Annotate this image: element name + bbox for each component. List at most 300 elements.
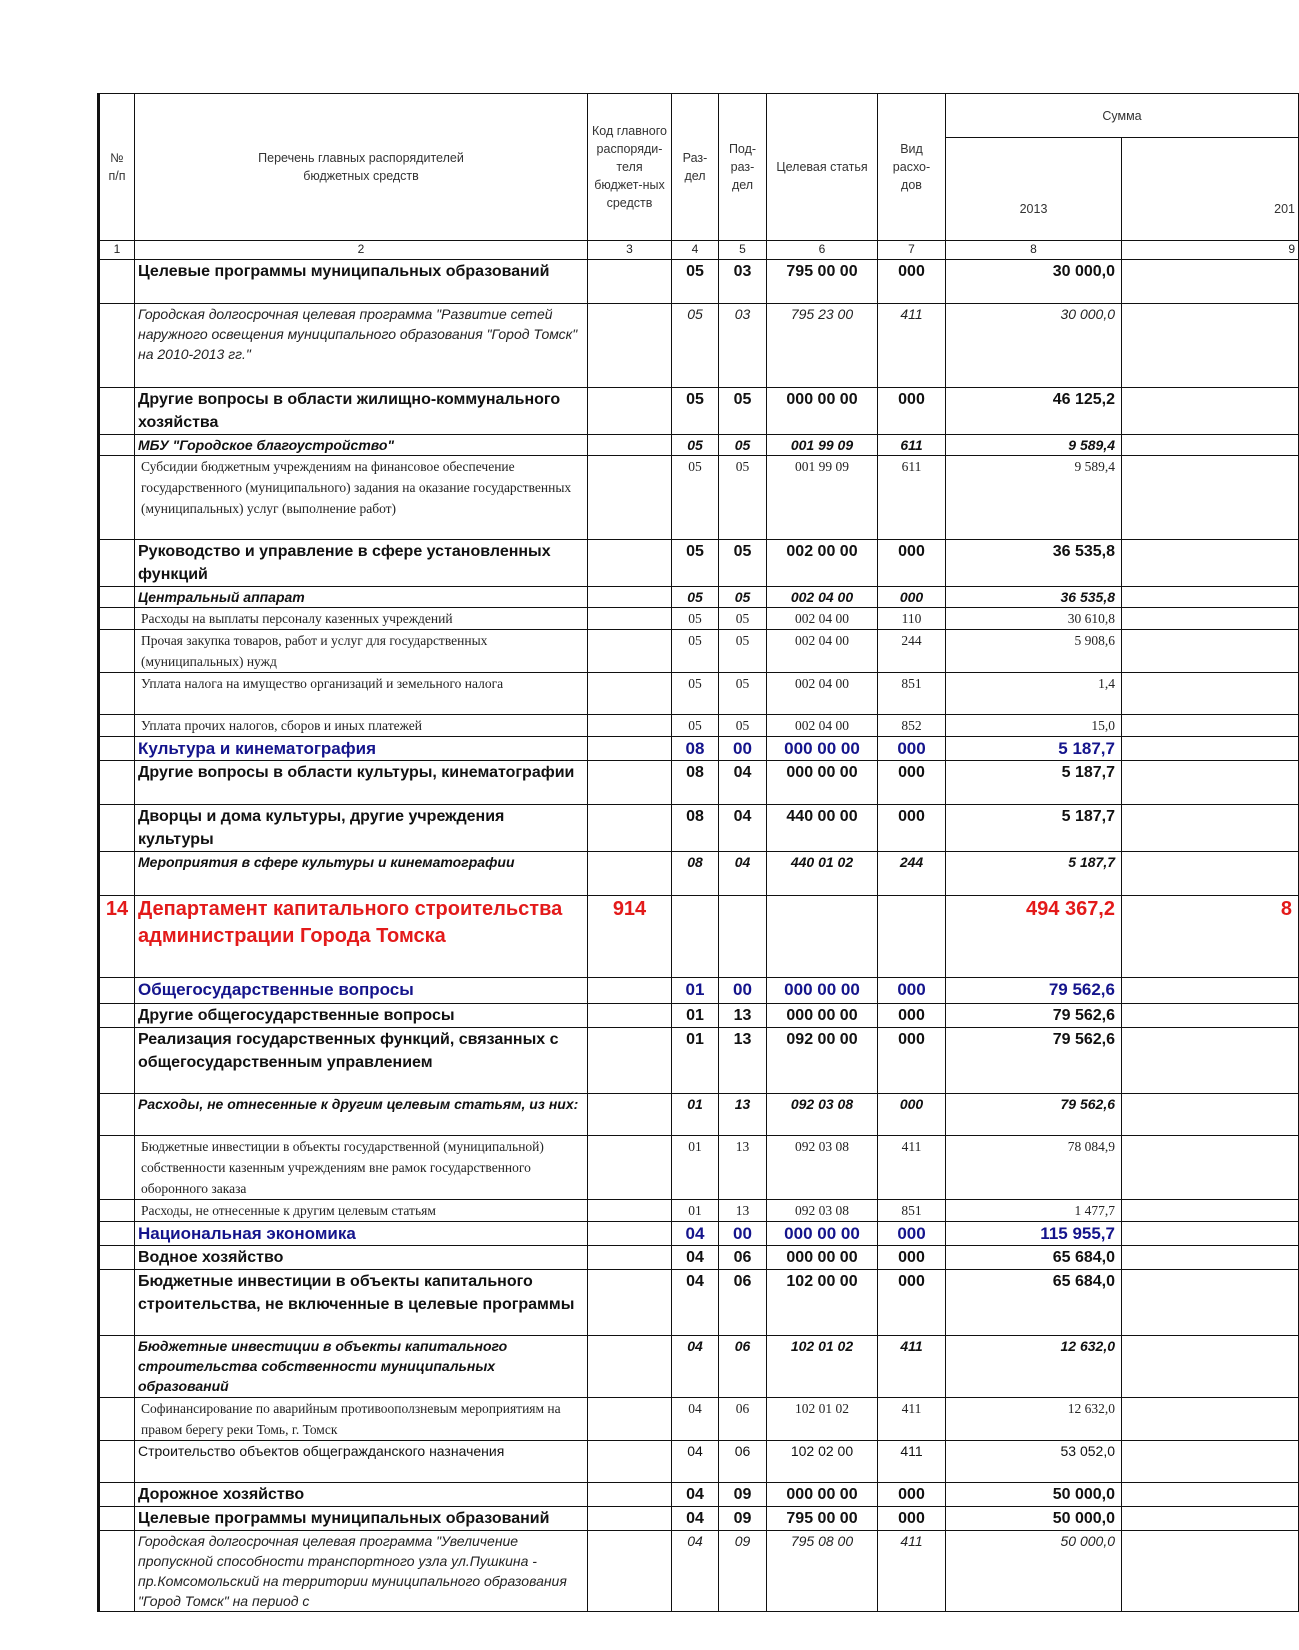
row-expense-type [878,896,946,978]
row-sum-2013: 12 632,0 [946,1336,1122,1398]
row-num [99,1336,135,1398]
row-expense-type: 611 [878,435,946,456]
row-sum-2013: 5 187,7 [946,805,1122,852]
row-num [99,978,135,1004]
col-number: 4 [672,241,719,260]
row-expense-type: 000 [878,737,946,761]
row-expense-type: 244 [878,852,946,896]
row-target: 092 03 08 [767,1136,878,1200]
row-subsection: 05 [719,608,767,630]
row-num [99,456,135,540]
table-row [99,1507,1299,1531]
row-name: Центральный аппарат [135,587,588,608]
row-code [588,1004,672,1028]
row-target: 795 23 00 [767,304,878,388]
row-num [99,435,135,456]
row-target: 102 01 02 [767,1336,878,1398]
row-expense-type: 110 [878,608,946,630]
row-target: 000 00 00 [767,761,878,805]
row-section: 01 [672,1200,719,1222]
row-sum-2014 [1122,1483,1299,1507]
table-row [99,737,1299,761]
row-sum-2014 [1122,1028,1299,1094]
row-name: Расходы, не отнесенные к другим целевым статьям [135,1200,588,1222]
row-name: Общегосударственные вопросы [135,978,588,1004]
row-section: 08 [672,852,719,896]
row-section: 05 [672,673,719,715]
row-sum-2013: 79 562,6 [946,1028,1122,1094]
row-target: 440 01 02 [767,852,878,896]
row-num [99,1531,135,1612]
row-target: 795 00 00 [767,260,878,304]
row-sum-2014 [1122,1246,1299,1270]
table-row [99,608,1299,630]
row-sum-2014 [1122,540,1299,587]
row-sum-2013: 1 477,7 [946,1200,1122,1222]
row-section: 05 [672,608,719,630]
row-sum-2013: 15,0 [946,715,1122,737]
row-code [588,540,672,587]
row-expense-type: 000 [878,1483,946,1507]
col-number: 3 [588,241,672,260]
row-sum-2014 [1122,304,1299,388]
row-name: Целевые программы муниципальных образований [135,260,588,304]
row-sum-2014 [1122,805,1299,852]
row-subsection: 05 [719,435,767,456]
table-row [99,1531,1299,1612]
table-row [99,540,1299,587]
row-sum-2014 [1122,1094,1299,1136]
table-row [99,1094,1299,1136]
table-row [99,673,1299,715]
row-subsection: 05 [719,630,767,673]
row-sum-2014 [1122,1531,1299,1612]
header-year-2014: 201 [1122,138,1299,241]
row-section: 01 [672,1028,719,1094]
row-section: 08 [672,761,719,805]
row-num [99,630,135,673]
row-subsection: 09 [719,1483,767,1507]
row-code [588,304,672,388]
row-name: Другие общегосударственные вопросы [135,1004,588,1028]
row-section: 05 [672,587,719,608]
row-expense-type: 000 [878,1270,946,1336]
row-name: Расходы на выплаты персоналу казенных учреждений [135,608,588,630]
row-section: 04 [672,1336,719,1398]
row-expense-type: 000 [878,260,946,304]
table-row [99,1483,1299,1507]
row-expense-type: 000 [878,1222,946,1246]
row-sum-2013: 5 187,7 [946,852,1122,896]
row-target: 001 99 09 [767,456,878,540]
row-section: 01 [672,1094,719,1136]
row-expense-type: 000 [878,1094,946,1136]
row-sum-2014 [1122,1336,1299,1398]
row-subsection: 05 [719,388,767,435]
row-code [588,1094,672,1136]
row-num [99,587,135,608]
row-name: Уплата налога на имущество организаций и земельного налога [135,673,588,715]
row-sum-2014 [1122,1222,1299,1246]
row-sum-2013: 30 000,0 [946,304,1122,388]
row-name: Субсидии бюджетным учреждениям на финансовое обеспечение государственного (муниципального) задания на оказание государственных (муниципальных) услуг (выполнение работ) [135,456,588,540]
row-subsection [719,896,767,978]
row-sum-2013: 79 562,6 [946,978,1122,1004]
row-sum-2014 [1122,1441,1299,1483]
row-target: 002 04 00 [767,608,878,630]
row-sum-2014 [1122,1507,1299,1531]
row-section: 05 [672,456,719,540]
row-name: Департамент капитального строительства администрации Города Томска [135,896,588,978]
row-sum-2014 [1122,388,1299,435]
row-code [588,852,672,896]
row-target: 092 03 08 [767,1094,878,1136]
row-num [99,1004,135,1028]
row-subsection: 05 [719,540,767,587]
row-code [588,1336,672,1398]
row-expense-type: 000 [878,587,946,608]
table-row [99,304,1299,388]
table-row [99,978,1299,1004]
row-subsection: 09 [719,1507,767,1531]
col-number: 2 [135,241,588,260]
row-subsection: 05 [719,673,767,715]
row-expense-type: 411 [878,1336,946,1398]
row-sum-2013: 50 000,0 [946,1507,1122,1531]
row-num [99,805,135,852]
col-number: 5 [719,241,767,260]
row-code [588,1222,672,1246]
row-name: Другие вопросы в области культуры, кинематографии [135,761,588,805]
row-code [588,608,672,630]
col-number: 1 [99,241,135,260]
header-expense-type: Вид расхо-дов [878,94,946,241]
header-subsection: Под-раз-дел [719,94,767,241]
row-section: 05 [672,388,719,435]
row-sum-2013: 115 955,7 [946,1222,1122,1246]
table-row [99,1028,1299,1094]
row-num [99,1483,135,1507]
row-target: 001 99 09 [767,435,878,456]
row-target: 440 00 00 [767,805,878,852]
table-row [99,630,1299,673]
row-target: 102 01 02 [767,1398,878,1441]
row-target: 000 00 00 [767,1222,878,1246]
row-target: 002 00 00 [767,540,878,587]
col-number: 8 [946,241,1122,260]
row-expense-type: 411 [878,1441,946,1483]
row-name: Руководство и управление в сфере установленных функций [135,540,588,587]
row-name: Строительство объектов общегражданского назначения [135,1441,588,1483]
row-code [588,1028,672,1094]
table-row [99,388,1299,435]
row-sum-2014 [1122,737,1299,761]
row-sum-2014 [1122,260,1299,304]
row-subsection: 13 [719,1200,767,1222]
row-num [99,1507,135,1531]
row-expense-type: 244 [878,630,946,673]
column-numbers-row [99,241,1299,260]
row-target: 795 08 00 [767,1531,878,1612]
table-row [99,715,1299,737]
row-expense-type: 852 [878,715,946,737]
row-target: 000 00 00 [767,1246,878,1270]
row-section: 08 [672,805,719,852]
row-sum-2013: 36 535,8 [946,587,1122,608]
row-subsection: 00 [719,978,767,1004]
row-subsection: 13 [719,1004,767,1028]
row-target: 000 00 00 [767,978,878,1004]
row-code [588,1200,672,1222]
row-num [99,715,135,737]
header-num: № п/п [99,94,135,241]
row-sum-2013: 9 589,4 [946,435,1122,456]
row-subsection: 13 [719,1136,767,1200]
row-name: Целевые программы муниципальных образований [135,1507,588,1531]
row-num [99,852,135,896]
row-expense-type: 000 [878,540,946,587]
row-target: 002 04 00 [767,630,878,673]
row-name: Реализация государственных функций, связанных с общегосударственным управлением [135,1028,588,1094]
header-sum: Сумма [946,94,1299,138]
row-num [99,1200,135,1222]
row-num [99,260,135,304]
row-code [588,1398,672,1441]
row-subsection: 05 [719,587,767,608]
row-name: Прочая закупка товаров, работ и услуг для государственных (муниципальных) нужд [135,630,588,673]
row-sum-2014 [1122,673,1299,715]
row-target: 102 00 00 [767,1270,878,1336]
row-sum-2013: 36 535,8 [946,540,1122,587]
row-code [588,435,672,456]
row-subsection: 04 [719,852,767,896]
row-name: Городская долгосрочная целевая программа "Развитие сетей наружного освещения муниципального образования "Город Томск" на 2010-2013 гг." [135,304,588,388]
col-number: 6 [767,241,878,260]
row-code: 914 [588,896,672,978]
row-section: 04 [672,1222,719,1246]
row-section: 05 [672,715,719,737]
row-code [588,805,672,852]
row-subsection: 03 [719,260,767,304]
row-code [588,1136,672,1200]
header-code: Код главного распоряди-теля бюджет-ных средств [588,94,672,241]
row-name: Уплата прочих налогов, сборов и иных платежей [135,715,588,737]
row-expense-type: 851 [878,673,946,715]
row-section: 01 [672,978,719,1004]
row-target: 000 00 00 [767,1483,878,1507]
budget-table [97,93,1299,1612]
table-row [99,761,1299,805]
row-code [588,1246,672,1270]
row-code [588,456,672,540]
row-sum-2014 [1122,978,1299,1004]
row-subsection: 04 [719,761,767,805]
row-name: Городская долгосрочная целевая программа "Увеличение пропускной способности транспортного узла ул.Пушкина - пр.Комсомольский на территории муниципального образования "Город Томск" на период с [135,1531,588,1612]
row-num [99,1398,135,1441]
row-num [99,1246,135,1270]
row-code [588,673,672,715]
row-sum-2013: 65 684,0 [946,1270,1122,1336]
row-num [99,1222,135,1246]
row-sum-2013: 30 610,8 [946,608,1122,630]
row-code [588,715,672,737]
row-code [588,761,672,805]
row-sum-2014 [1122,608,1299,630]
row-name: МБУ "Городское благоустройство" [135,435,588,456]
row-code [588,630,672,673]
col-number: 9 [1122,241,1299,260]
row-sum-2014 [1122,1200,1299,1222]
row-expense-type: 611 [878,456,946,540]
row-section [672,896,719,978]
table-row [99,456,1299,540]
row-code [588,587,672,608]
row-sum-2013: 5 187,7 [946,737,1122,761]
table-row [99,260,1299,304]
row-subsection: 06 [719,1398,767,1441]
row-num [99,761,135,805]
row-target: 102 02 00 [767,1441,878,1483]
table-row [99,435,1299,456]
row-sum-2014 [1122,1270,1299,1336]
row-sum-2013: 1,4 [946,673,1122,715]
header-section: Раз-дел [672,94,719,241]
row-section: 04 [672,1507,719,1531]
row-expense-type: 000 [878,388,946,435]
row-name: Водное хозяйство [135,1246,588,1270]
row-sum-2013: 50 000,0 [946,1483,1122,1507]
row-target: 000 00 00 [767,737,878,761]
row-name: Дорожное хозяйство [135,1483,588,1507]
row-target [767,896,878,978]
table-row [99,1441,1299,1483]
row-code [588,260,672,304]
row-subsection: 00 [719,737,767,761]
row-num [99,388,135,435]
table-row [99,1398,1299,1441]
row-sum-2014 [1122,1136,1299,1200]
row-code [588,1483,672,1507]
row-num [99,1441,135,1483]
table-body [99,260,1299,1612]
row-sum-2014 [1122,1398,1299,1441]
row-expense-type: 851 [878,1200,946,1222]
row-code [588,1441,672,1483]
row-subsection: 13 [719,1094,767,1136]
header-name [135,94,588,241]
row-section: 05 [672,260,719,304]
table-row [99,1136,1299,1200]
row-name: Бюджетные инвестиции в объекты государственной (муниципальной) собственности казенным учреждениям вне рамок государственного оборонного заказа [135,1136,588,1200]
row-code [588,1270,672,1336]
table-row [99,896,1299,978]
row-subsection: 00 [719,1222,767,1246]
row-expense-type: 000 [878,1507,946,1531]
row-name: Расходы, не отнесенные к другим целевым статьям, из них: [135,1094,588,1136]
row-name: Культура и кинематография [135,737,588,761]
row-subsection: 06 [719,1270,767,1336]
row-subsection: 03 [719,304,767,388]
row-subsection: 04 [719,805,767,852]
row-sum-2014 [1122,715,1299,737]
row-section: 05 [672,630,719,673]
row-sum-2013: 78 084,9 [946,1136,1122,1200]
row-target: 000 00 00 [767,388,878,435]
row-expense-type: 000 [878,978,946,1004]
row-sum-2014 [1122,587,1299,608]
row-expense-type: 411 [878,1531,946,1612]
row-expense-type: 411 [878,304,946,388]
row-num [99,1270,135,1336]
row-target: 002 04 00 [767,587,878,608]
row-target: 002 04 00 [767,715,878,737]
table-row [99,805,1299,852]
row-subsection: 09 [719,1531,767,1612]
row-section: 05 [672,540,719,587]
row-sum-2013: 5 187,7 [946,761,1122,805]
row-sum-2013: 5 908,6 [946,630,1122,673]
row-target: 000 00 00 [767,1004,878,1028]
row-section: 05 [672,304,719,388]
row-num [99,1094,135,1136]
row-section: 04 [672,1398,719,1441]
row-sum-2013: 79 562,6 [946,1094,1122,1136]
row-sum-2013: 494 367,2 [946,896,1122,978]
row-subsection: 13 [719,1028,767,1094]
row-num [99,673,135,715]
row-name: Другие вопросы в области жилищно-коммунального хозяйства [135,388,588,435]
row-expense-type: 000 [878,805,946,852]
table-row [99,1200,1299,1222]
table-row [99,1336,1299,1398]
row-subsection: 06 [719,1336,767,1398]
row-section: 08 [672,737,719,761]
row-sum-2013: 50 000,0 [946,1531,1122,1612]
row-code [588,1531,672,1612]
row-subsection: 06 [719,1441,767,1483]
row-sum-2014 [1122,852,1299,896]
header-name-text: Перечень главных распорядителей бюджетных средств [258,151,464,183]
row-num [99,1028,135,1094]
row-name: Бюджетные инвестиции в объекты капитального строительства, не включенные в целевые программы [135,1270,588,1336]
row-section: 04 [672,1246,719,1270]
row-expense-type: 000 [878,1004,946,1028]
row-sum-2013: 9 589,4 [946,456,1122,540]
row-subsection: 06 [719,1246,767,1270]
table-row [99,1222,1299,1246]
row-sum-2013: 12 632,0 [946,1398,1122,1441]
row-sum-2013: 79 562,6 [946,1004,1122,1028]
row-num [99,608,135,630]
header-target: Целевая статья [767,94,878,241]
row-section: 04 [672,1483,719,1507]
row-code [588,978,672,1004]
row-expense-type: 411 [878,1398,946,1441]
row-target: 795 00 00 [767,1507,878,1531]
row-num [99,1136,135,1200]
row-num [99,304,135,388]
row-num [99,540,135,587]
row-sum-2014 [1122,456,1299,540]
row-sum-2013: 53 052,0 [946,1441,1122,1483]
row-section: 04 [672,1270,719,1336]
row-sum-2014: 8 [1122,896,1299,978]
row-code [588,388,672,435]
row-section: 01 [672,1004,719,1028]
row-subsection: 05 [719,715,767,737]
row-code [588,1507,672,1531]
row-expense-type: 000 [878,1028,946,1094]
